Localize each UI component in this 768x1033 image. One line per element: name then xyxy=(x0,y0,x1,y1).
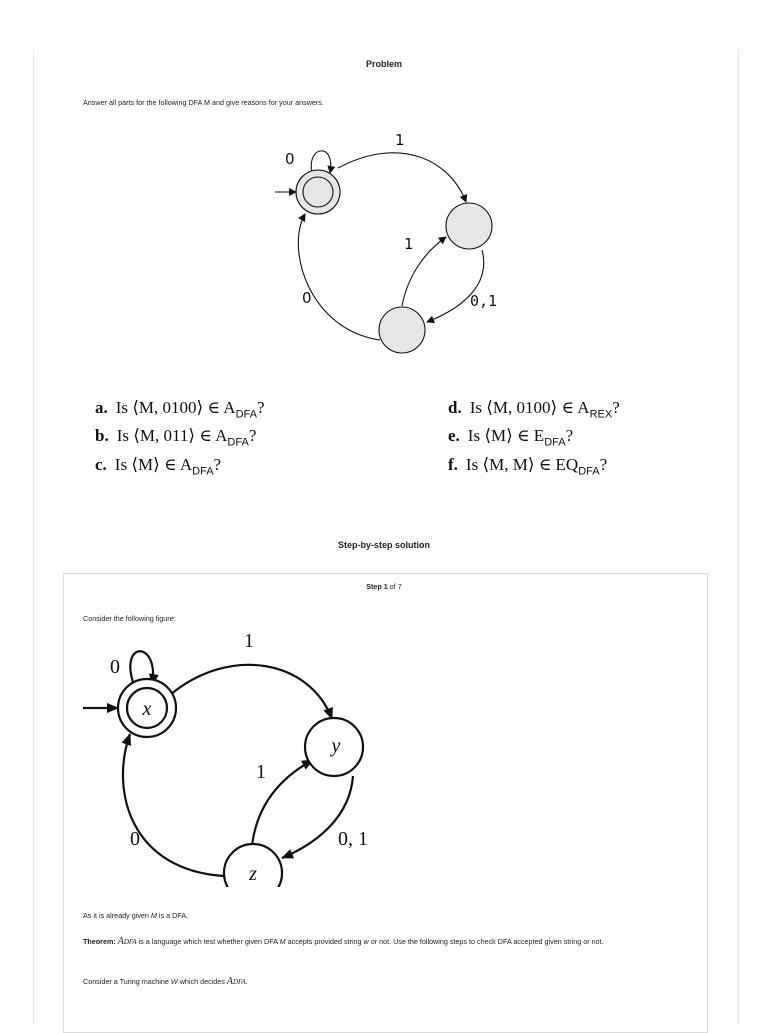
question-text: Is ⟨M, 0100⟩ ∈ A xyxy=(115,398,236,417)
label-middle-arc: 1 xyxy=(404,235,414,253)
state-y-label: y xyxy=(331,735,341,757)
state-x-label: x xyxy=(142,698,152,720)
question-end: ? xyxy=(565,426,574,445)
label-middle-arc: 1 xyxy=(256,761,266,783)
problem-intro: Answer all parts for the following DFA M and give reasons for your answers. xyxy=(83,98,324,107)
question-b xyxy=(95,426,256,448)
question-c xyxy=(95,455,221,477)
question-sub: DFA xyxy=(227,436,249,449)
question-text: Is ⟨M, M⟩ ∈ EQ xyxy=(465,455,579,474)
question-d xyxy=(448,398,620,420)
question-end: ? xyxy=(599,455,608,474)
label-top-arc: 1 xyxy=(244,630,254,652)
solution-heading: Step-by-step solution xyxy=(338,540,430,550)
question-text: Is ⟨M, 0100⟩ ∈ A xyxy=(469,398,590,417)
label-loop: 0 xyxy=(285,150,295,168)
question-sub: DFA xyxy=(544,436,566,449)
step-number: 1 xyxy=(383,582,388,591)
already-given-text: As it is already given M is a DFA. xyxy=(83,911,189,920)
question-letter: a. xyxy=(95,398,108,417)
label-right-arc: 0, 1 xyxy=(338,828,368,850)
question-letter: e. xyxy=(448,426,460,445)
question-letter: c. xyxy=(95,455,107,474)
question-end: ? xyxy=(248,426,257,445)
question-sub: DFA xyxy=(578,465,600,478)
question-sub: DFA xyxy=(235,408,257,421)
question-e xyxy=(448,426,573,448)
edge-q1-q2 xyxy=(338,153,466,202)
state-z-label: z xyxy=(249,863,257,885)
question-text: Is ⟨M⟩ ∈ A xyxy=(114,455,193,474)
label-right-arc: 0,1 xyxy=(470,292,498,310)
consider-text: Consider the following figure: xyxy=(83,614,176,623)
turing-text: Consider a Turing machine W which decides ADFA. xyxy=(83,976,248,987)
question-text: Is ⟨M⟩ ∈ E xyxy=(467,426,545,445)
state-q3 xyxy=(379,307,425,353)
step-of: of 7 xyxy=(389,582,402,591)
state-q2 xyxy=(446,203,492,249)
edge-x-y xyxy=(170,665,332,719)
state-q1-inner xyxy=(303,177,333,207)
question-sub: REX xyxy=(589,408,613,421)
problem-dfa-diagram xyxy=(270,120,530,360)
label-loop: 0 xyxy=(110,656,120,678)
problem-heading: Problem xyxy=(365,59,402,69)
step-label: Step xyxy=(366,582,382,591)
question-end: ? xyxy=(213,455,222,474)
step-indicator xyxy=(0,582,768,593)
edge-q3-q1 xyxy=(298,214,380,340)
question-text: Is ⟨M, 011⟩ ∈ A xyxy=(116,426,228,445)
theorem-label: Theorem: xyxy=(83,937,116,946)
question-letter: f. xyxy=(448,455,458,474)
question-letter: d. xyxy=(448,398,462,417)
edge-q2-q3 xyxy=(427,250,484,322)
label-left-arc: 0 xyxy=(302,289,312,307)
solution-dfa-diagram xyxy=(80,625,390,887)
question-letter: b. xyxy=(95,426,109,445)
question-end: ? xyxy=(612,398,620,417)
label-top-arc: 1 xyxy=(395,131,405,149)
theorem-text: Theorem: ADFA is a language which test whether given DFA M accepts provided string w or not. Use the following steps to check DFA accepted given string or not. xyxy=(83,936,604,947)
edge-z-x xyxy=(123,734,224,876)
question-sub: DFA xyxy=(192,465,214,478)
label-left-arc: 0 xyxy=(130,828,140,850)
question-end: ? xyxy=(257,398,265,417)
question-a xyxy=(95,398,265,420)
question-f xyxy=(448,455,607,477)
